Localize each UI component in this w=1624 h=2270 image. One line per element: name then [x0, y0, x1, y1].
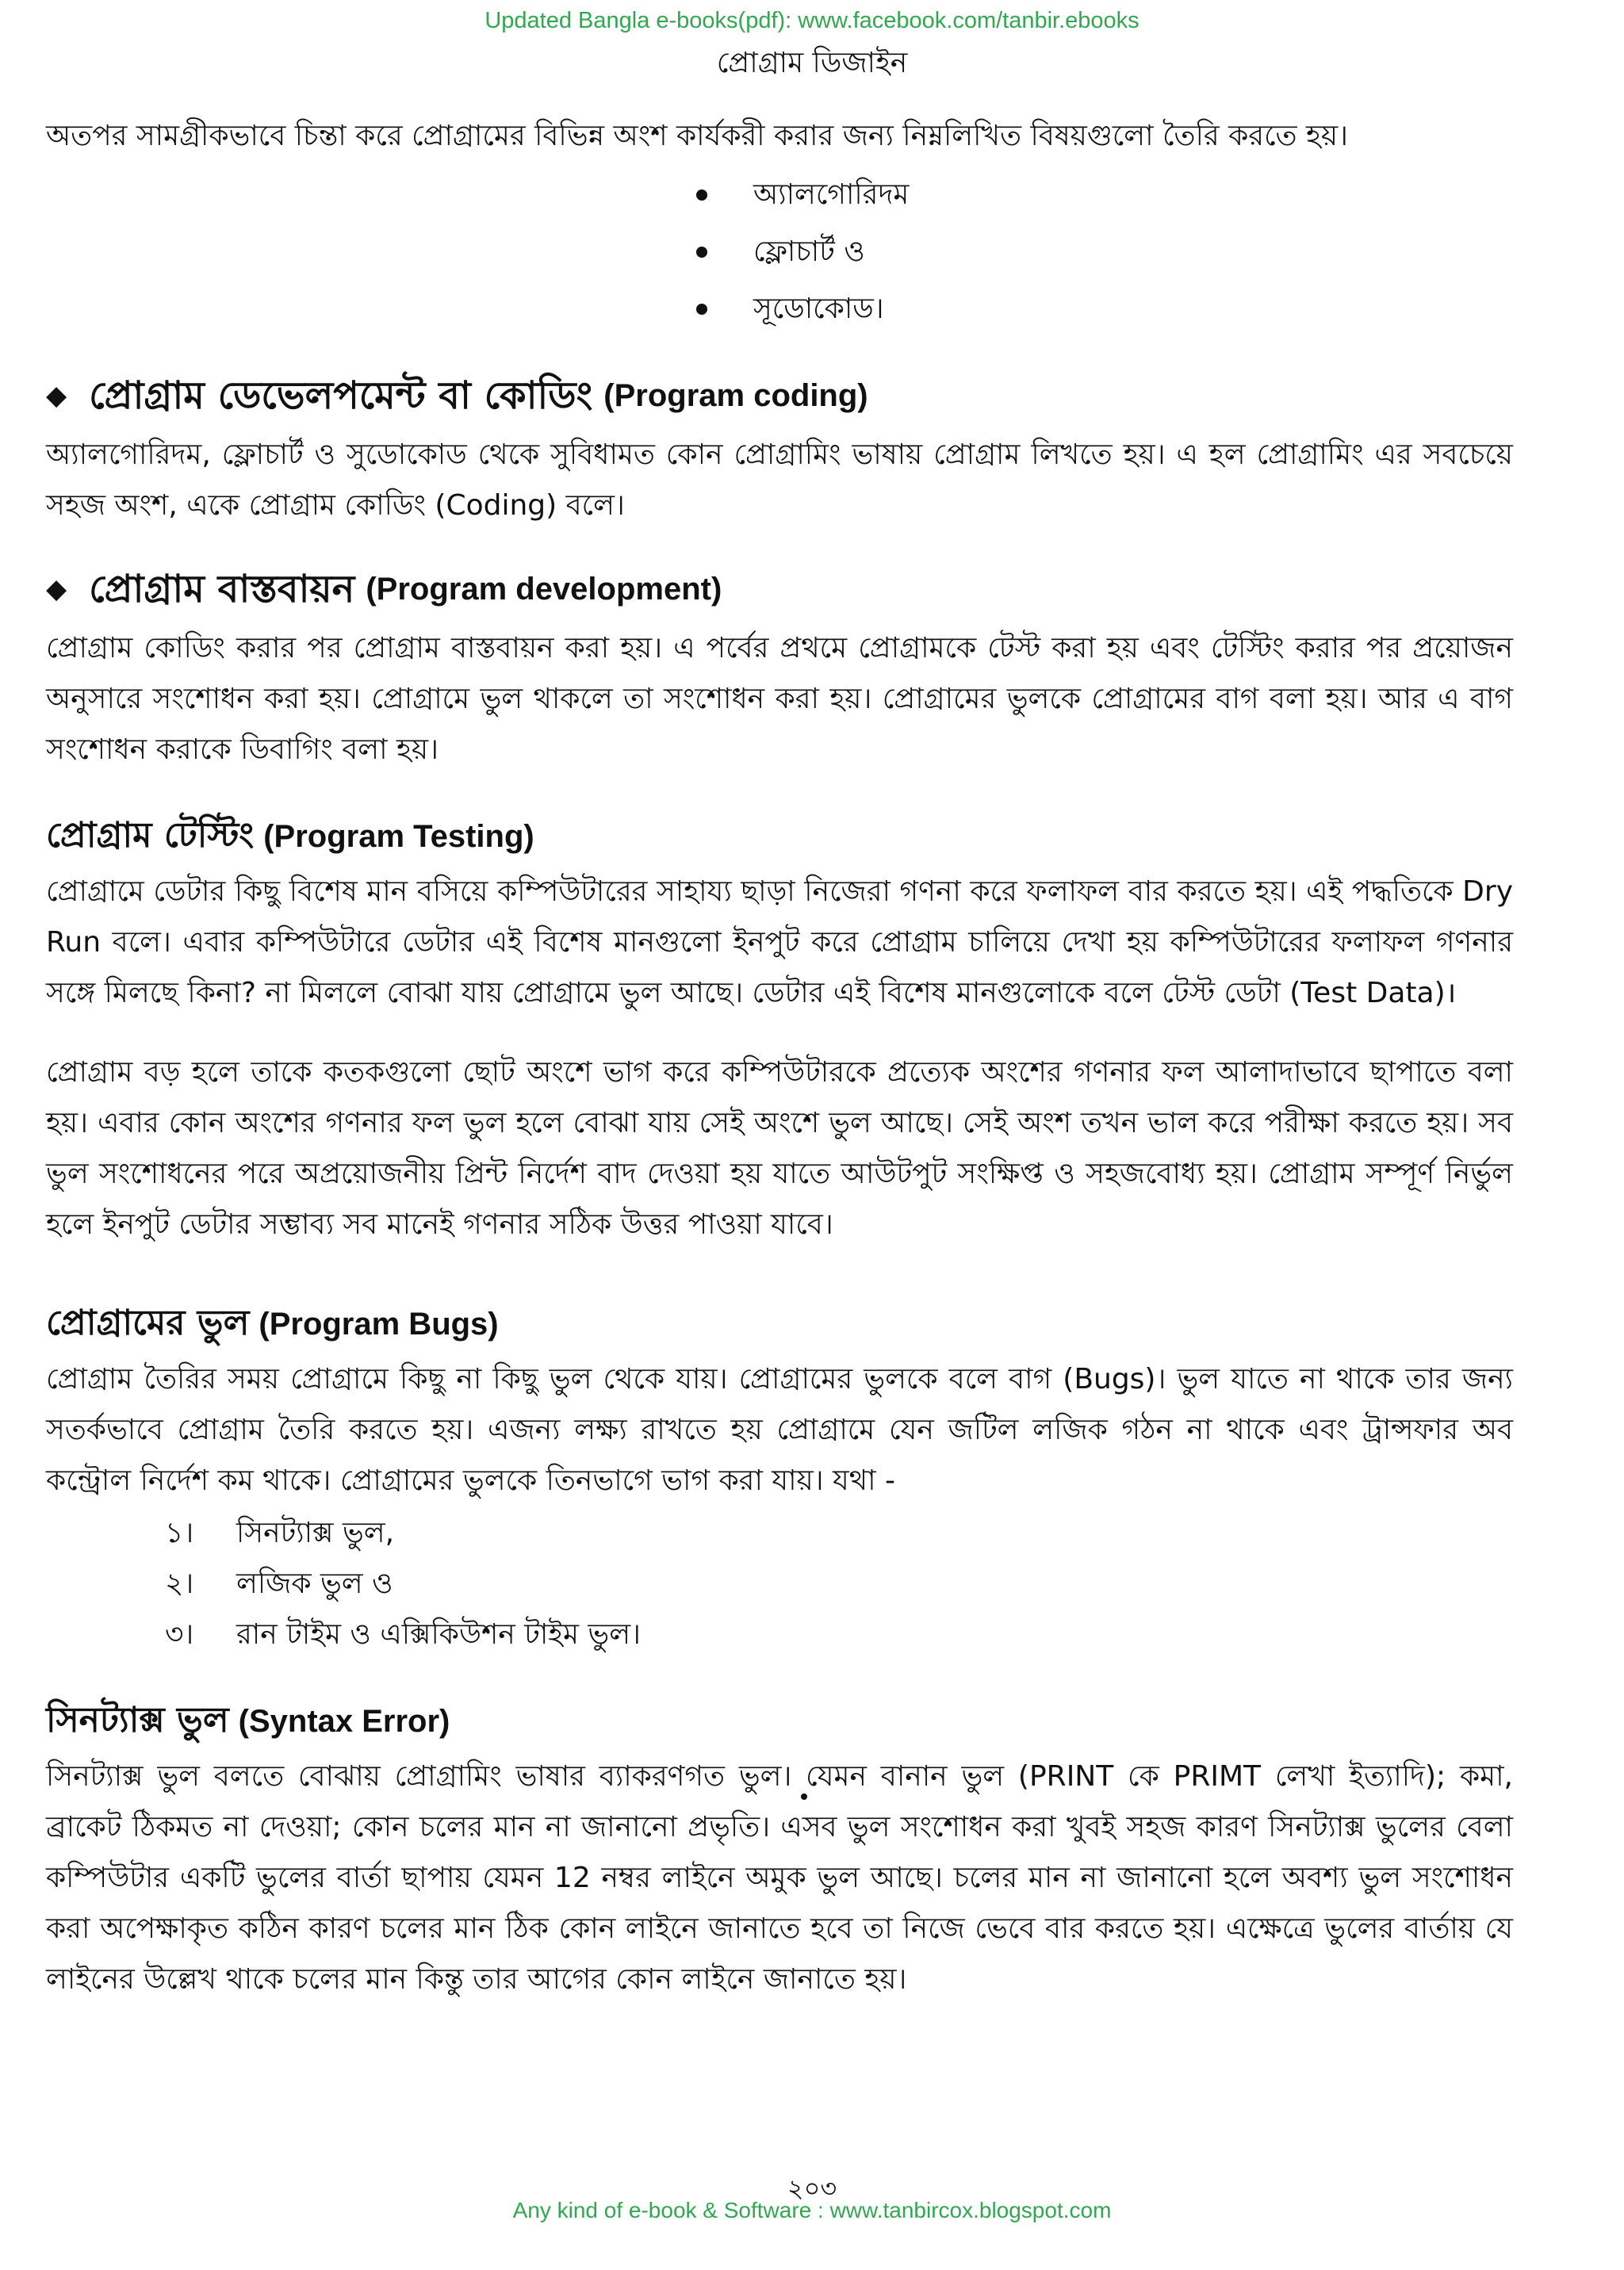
development-paragraph: প্রোগ্রাম কোডিং করার পর প্রোগ্রাম বাস্তবায়ন করা হয়। এ পর্বের প্রথমে প্রোগ্রামকে টেস্ট করা হয় এবং টেস্টিং করার পর প্রয়োজন অনুসারে সংশোধন করা হয়। প্রোগ্রামে ভুল থাকলে তা সংশোধন করা হয়। প্রোগ্রামের ভুলকে প্রোগ্রামের বাগ বলা হয়। আর এ বাগ সংশোধন করাকে ডিবাগিং বলা হয়। [46, 632, 1513, 766]
section-heading-testing [46, 810, 1513, 862]
bottom-watermark-link[interactable]: Any kind of e-book & Software : www.tanbircox.blogspot.com [512, 2198, 1112, 2222]
list-item [696, 281, 1513, 338]
section-heading-syntax [46, 1695, 1513, 1747]
list-item [165, 1610, 1513, 1660]
section-heading-coding [46, 368, 1513, 423]
running-title: প্রোগ্রাম ডিজাইন [716, 47, 908, 79]
heading-en: (Program Bugs) [259, 1307, 499, 1342]
list-item [165, 1559, 1513, 1610]
list-label: সিনট্যাক্স ভুল, [236, 1517, 395, 1549]
heading-bn: প্রোগ্রাম ডেভেলপমেন্ট বা কোডিং [89, 373, 593, 418]
heading-en: (Syntax Error) [238, 1704, 450, 1739]
bullet-label: অ্যালগোরিদম [753, 178, 910, 211]
list-number: ১। [165, 1517, 194, 1549]
page-body [46, 111, 1513, 2005]
testing-paragraph-2: প্রোগ্রাম বড় হলে তাকে কতকগুলো ছোট অংশে ভাগ করে কম্পিউটারকে প্রত্যেক অংশের গণনার ফল আলাদাভাবে ছাপাতে বলা হয়। এবার কোন অংশের গণনার ফল ভুল হলে বোঝা যায় সেই অংশে ভুল আছে। সেই অংশ তখন ভাল করে পরীক্ষা করতে হয়। সব ভুল সংশোধনের পরে অপ্রয়োজনীয় প্রিন্ট নির্দেশ বাদ দেওয়া হয় যাতে আউটপুট সংক্ষিপ্ত ও সহজবোধ্য হয়। প্রোগ্রাম সম্পূর্ণ নির্ভুল হলে ইনপুট ডেটার সম্ভাব্য সব মানেই গণনার সঠিক উত্তর পাওয়া যাবে। [46, 1056, 1513, 1241]
syntax-paragraph: সিনট্যাক্স ভুল বলতে বোঝায় প্রোগ্রামিং ভাষার ব্যাকরণগত ভুল। যেমন বানান ভুল (PRINT কে PRIMT লেখা ইত্যাদি); কমা, ব্রাকেট ঠিকমত না দেওয়া; কোন চলের মান না জানানো প্রভৃতি। এসব ভুল সংশোধন করা খুবই সহজ কারণ সিনট্যাক্স ভুলের বেলা কম্পিউটার একটি ভুলের বার্তা ছাপায় যেমন 12 নম্বর লাইনে অমুক ভুল আছে। চলের মান না জানানো হলে অবশ্য ভুল সংশোধন করা অপেক্ষাকৃত কঠিন কারণ চলের মান ঠিক কোন লাইনে জানাতে হবে তা নিজে ভেবে বার করতে হয়। এক্ষেত্রে ভুলের বার্তায় যে লাইনের উল্লেখ থাকে চলের মান কিন্তু তার আগের কোন লাইনে জানাতে হয়। [46, 1760, 1513, 1996]
heading-bn: প্রোগ্রাম বাস্তবায়ন [89, 567, 355, 611]
paragraph-gap [46, 1019, 1513, 1047]
list-item [165, 1508, 1513, 1559]
heading-bn: প্রোগ্রামের ভুল [46, 1303, 250, 1343]
list-label: রান টাইম ও এক্সিকিউশন টাইম ভুল। [236, 1618, 641, 1651]
testing-paragraph-1: প্রোগ্রামে ডেটার কিছু বিশেষ মান বসিয়ে কম্পিউটারের সাহায্য ছাড়া নিজেরা গণনা করে ফলাফল বার করতে হয়। এই পদ্ধতিকে Dry Run বলে। এবার কম্পিউটারে ডেটার এই বিশেষ মানগুলো ইনপুট করে প্রোগ্রাম চালিয়ে দেখা হয় কম্পিউটারের ফলাফল গণনার সঙ্গে মিলছে কিনা? না মিললে বোঝা যায় প্রোগ্রামে ভুল আছে। ডেটার এই বিশেষ মানগুলোকে বলে টেস্ট ডেটা (Test Data)। [46, 875, 1513, 1009]
section-heading-development [46, 561, 1513, 617]
bullet-icon [696, 189, 707, 201]
scan-speck [801, 1793, 807, 1800]
intro-paragraph: অতপর সামগ্রীকভাবে চিন্তা করে প্রোগ্রামের বিভিন্ন অংশ কার্যকরী করার জন্য নিম্নলিখিত বিষয়গুলো তৈরি করতে হয়। [46, 120, 1349, 152]
bullet-icon [696, 304, 707, 315]
bugs-paragraph: প্রোগ্রাম তৈরির সময় প্রোগ্রামে কিছু না কিছু ভুল থেকে যায়। প্রোগ্রামের ভুলকে বলে বাগ (Bugs)। ভুল যাতে না থাকে তার জন্য সতর্কভাবে প্রোগ্রাম তৈরি করতে হয়। এজন্য লক্ষ্য রাখতে হয় প্রোগ্রামে যেন জটিল লজিক গঠন না থাকে এবং ট্রান্সফার অব কন্ট্রোল নির্দেশ কম থাকে। প্রোগ্রামের ভুলকে তিনভাগে ভাগ করা যায়। যথা - [46, 1363, 1513, 1497]
bug-type-list [46, 1508, 1513, 1660]
list-label: লজিক ভুল ও [236, 1568, 393, 1600]
coding-paragraph: অ্যালগোরিদম, ফ্লোচার্ট ও সুডোকোড থেকে সুবিধামত কোন প্রোগ্রামিং ভাষায় প্রোগ্রাম লিখতে হয়। এ হল প্রোগ্রামিং এর সবচেয়ে সহজ অংশ, একে প্রোগ্রাম কোডিং (Coding) বলে। [46, 438, 1513, 522]
diamond-icon: ◆ [46, 380, 67, 412]
bullet-label: সূডোকোড। [753, 293, 884, 325]
list-item [696, 167, 1513, 224]
list-number: ২। [165, 1568, 194, 1600]
heading-bn: প্রোগ্রাম টেস্টিং [46, 815, 255, 856]
section-heading-bugs [46, 1298, 1513, 1349]
heading-en: (Program coding) [603, 378, 868, 413]
top-watermark-link[interactable]: Updated Bangla e-books(pdf): www.facebook.com/tanbir.ebooks [485, 8, 1139, 33]
bullet-label: ফ্লোচার্ট ও [753, 235, 865, 268]
heading-en: (Program development) [366, 572, 722, 607]
heading-en: (Program Testing) [263, 819, 534, 854]
heading-bn: সিনট্যাক্স ভুল [46, 1700, 229, 1740]
list-item [696, 224, 1513, 281]
diamond-icon: ◆ [46, 573, 67, 605]
intro-bullet-list [46, 167, 1513, 338]
list-number: ৩। [165, 1618, 194, 1651]
bullet-icon [696, 247, 707, 258]
page-number: ২০৩ [787, 2173, 837, 2203]
